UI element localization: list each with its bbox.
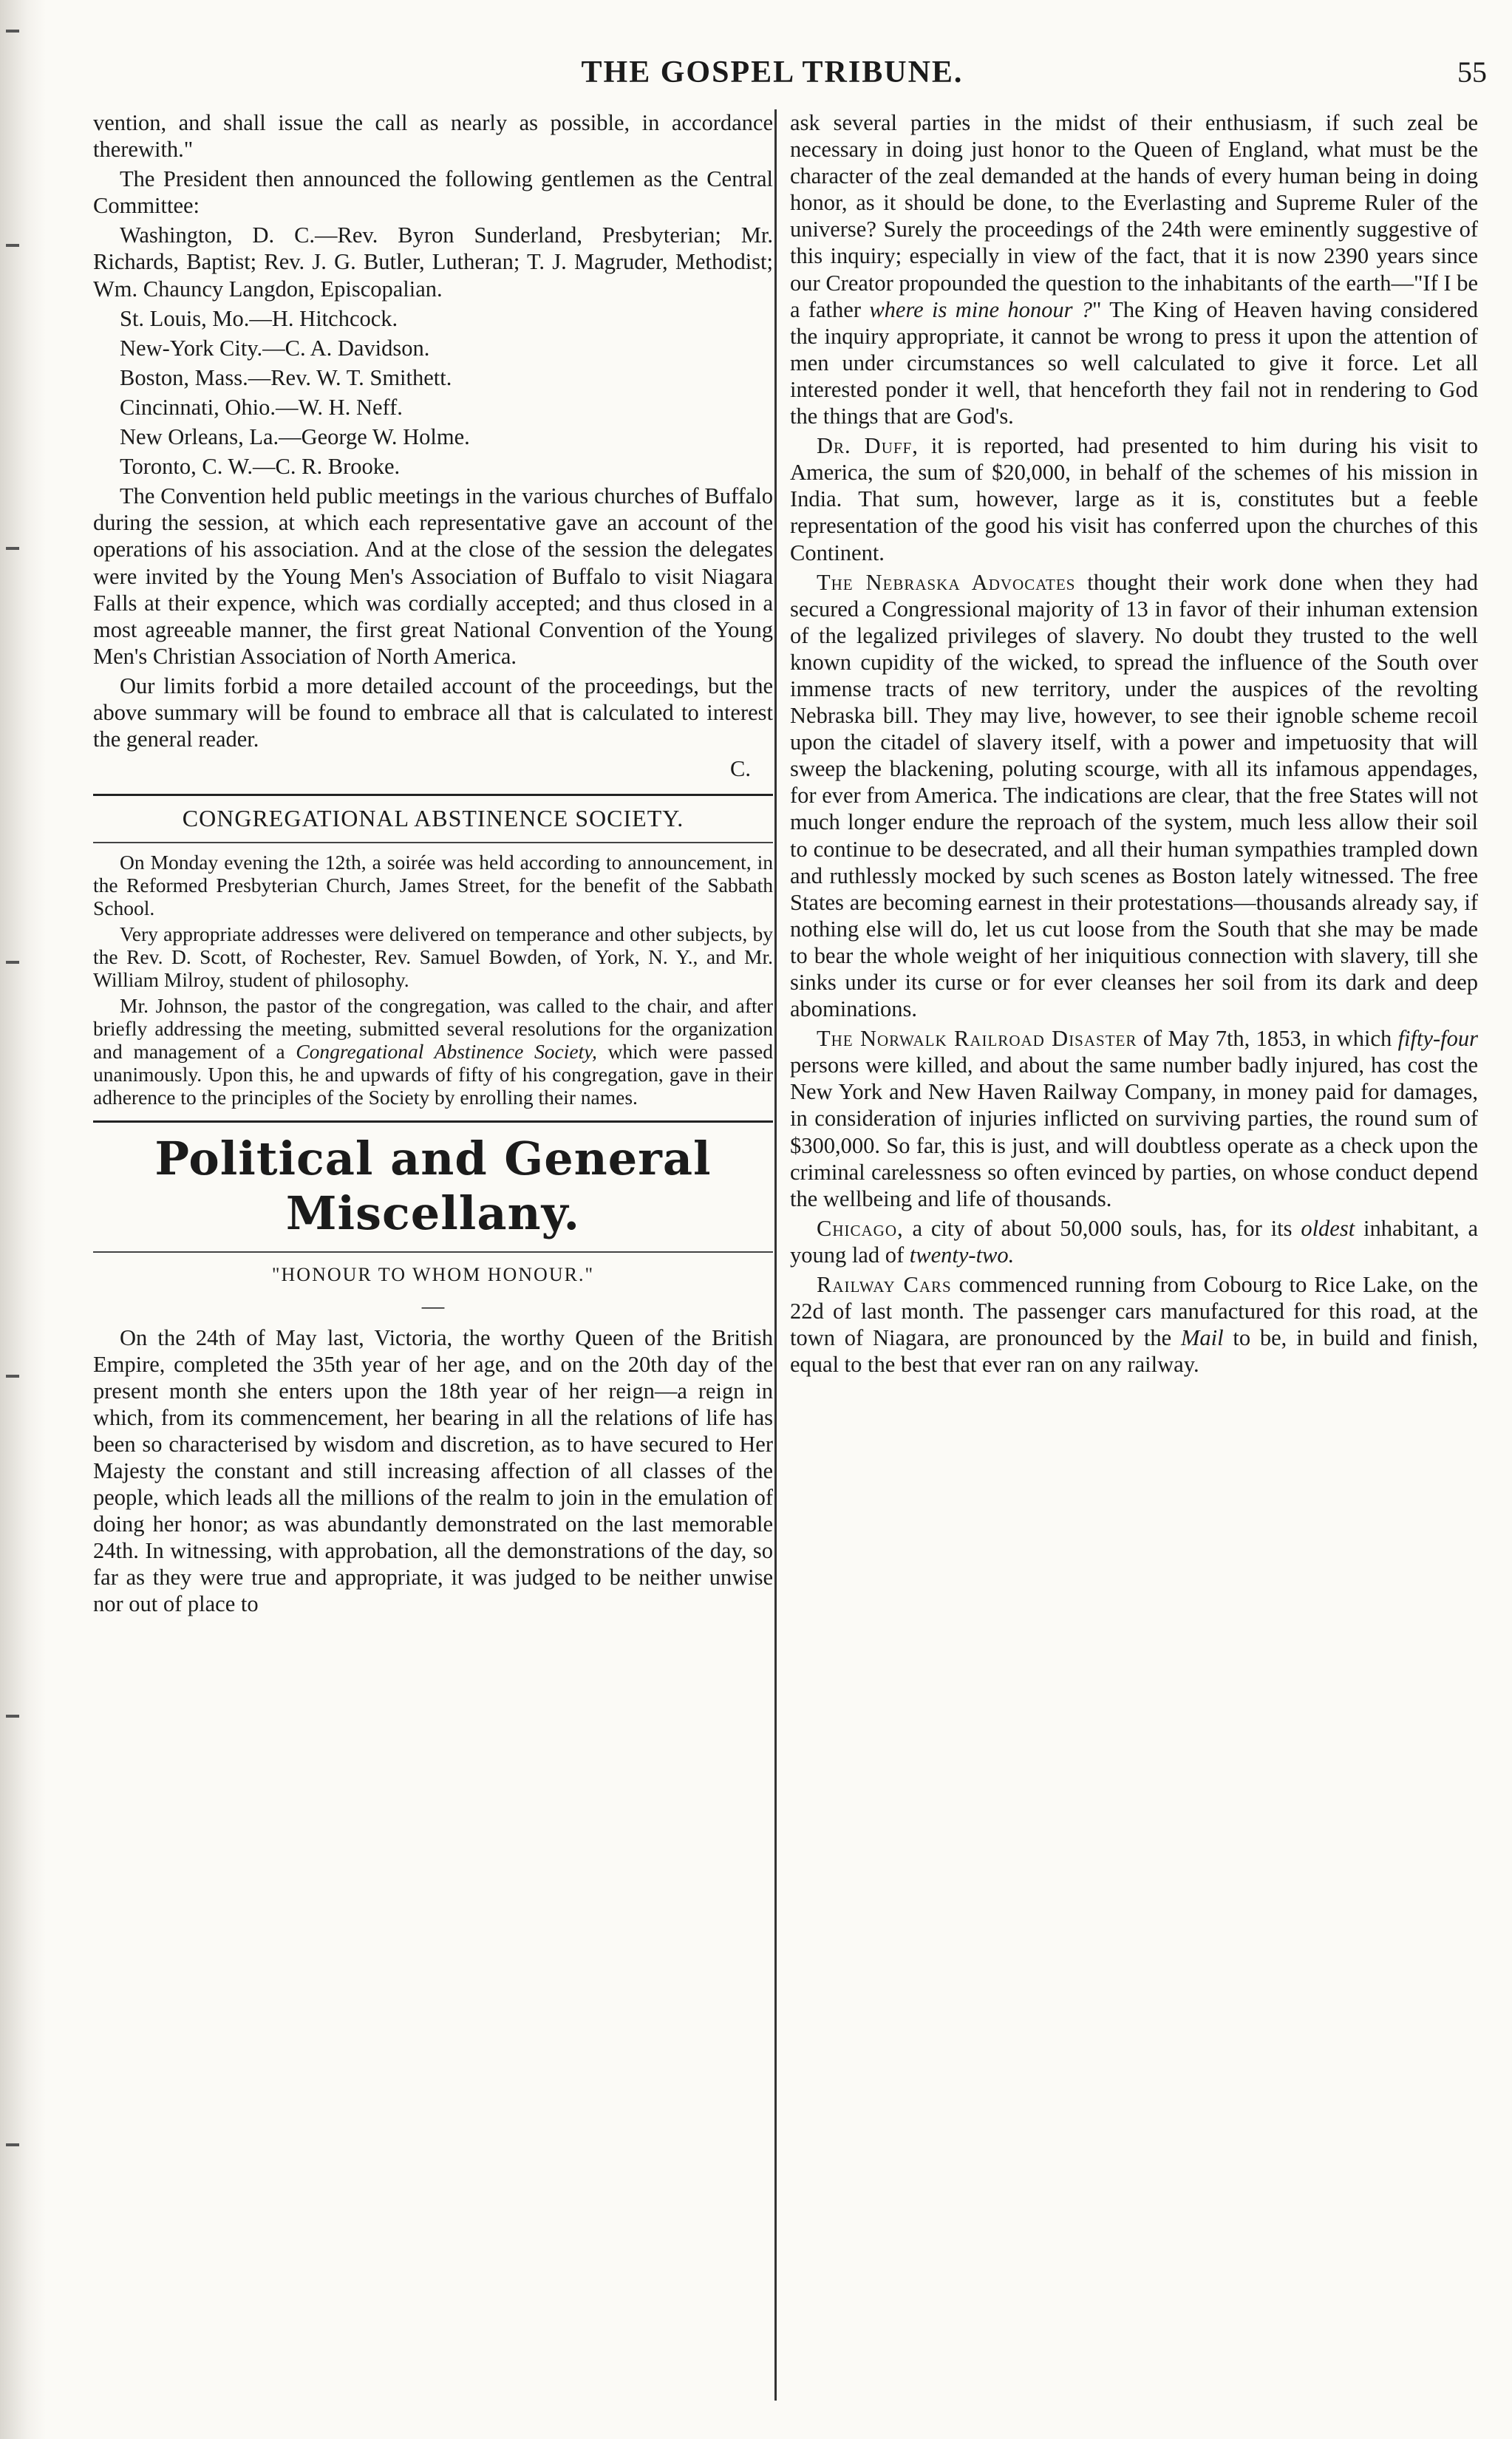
right-column [774, 109, 1478, 2401]
committee-member: Toronto, C. W.—C. R. Brooke. [120, 454, 401, 480]
paragraph: The President then announced the following gentlemen as the Central Committee: [93, 166, 773, 219]
gutter-mark [6, 1375, 19, 1378]
emphasis: Congregational Abstinence Society, [296, 1040, 597, 1064]
paragraph [790, 1025, 1478, 1212]
gutter-mark [6, 1715, 19, 1718]
paragraph [790, 432, 1478, 565]
gutter-mark [6, 2143, 19, 2146]
paragraph [790, 1215, 1478, 1268]
committee-member: New Orleans, La.—George W. Holme. [120, 424, 470, 450]
committee-washington: Washington, D. C.—Rev. Byron Sunderland, Presbyterian; Mr. Richards, Baptist; Rev. J. G. Butler, Lutheran; T. J. Magruder, Methodist; Wm. Chauncy Langdon, Episcopalian. [93, 222, 773, 302]
text-run: it is reported, had presented to him during his visit to America, the sum of $20,000, in behalf of the schemes of his mission in India. That sum, however, large as it is, constitutes but a feeble representation of the good his visit has conferred upon the churches of this Continent. [790, 433, 1478, 565]
committee-member: St. Louis, Mo.—H. Hitchcock. [120, 305, 398, 331]
paragraph [790, 1271, 1478, 1378]
committee-member: New-York City.—C. A. Davidson. [120, 335, 430, 361]
emphasis: where is mine honour ? [869, 296, 1093, 322]
paragraph: Very appropriate addresses were delivered on temperance and other subjects, by the Rev. D. Scott, of Rochester, Rev. Samuel Bowden, of York, N. Y., and Mr. William Milroy, student of philosophy. [93, 922, 773, 992]
paragraph [790, 569, 1478, 1023]
text-run: thought their work done when they had secured a Congressional majority of 13 in favor of their inhuman extension of the legalized privileges of slavery. No doubt they trusted to the well known cupidity of the wicked, to spread the influence of the South over immense tracts of new territory, under the auspices of the revolting Nebraska bill. They may live, however, to see their ignoble scheme recoil upon the citadel of slavery itself, with a power and impetuosity that will sweep the blackening, poluting scourge, with all its infamous appendages, for ever from America. The indications are clear, that the free States will not much longer endure the reproach of the system, much less allow their soil to continue to be desecrated, and all their human sympathies trampled down and ruthlessly mocked by such scenes as Boston lately witnessed. The free States are becoming earnest in their protestations—thousands already say, if nothing else will do, let us cut loose from the South that she may be made to bear the whole weight of her iniquitious connection with slavery, till she sinks under its curse or for ever cleanses her soil from its dark and deep abominations. [790, 569, 1479, 1022]
committee-member: Boston, Mass.—Rev. W. T. Smithett. [120, 364, 452, 390]
paragraph [790, 109, 1478, 429]
emphasis: oldest [1301, 1215, 1355, 1241]
abstinence-article [93, 851, 773, 1109]
gutter-mark [6, 547, 19, 550]
miscellany-heading: Political and General Miscellany. [154, 1132, 712, 1241]
paragraph [93, 994, 773, 1109]
section-divider [93, 794, 773, 796]
article-title: "HONOUR TO WHOM HONOUR." [271, 1264, 595, 1286]
left-column [93, 109, 773, 1621]
page-number: 55 [1457, 55, 1487, 89]
paragraph: The Convention held public meetings in the various churches of Buffalo during the session, at which each representative gave an account of the operations of his association. And at the close of the session the delegates were invited by the Young Men's Association of Buffalo to visit Niagara Falls at their expence, which was cordially accepted; and thus closed in a most agreeable manner, the first great National Convention of the Young Men's Christian Association of North America. [93, 483, 773, 669]
text-run: a city of about 50,000 souls, has, for its [903, 1215, 1301, 1241]
binding-gutter [0, 0, 46, 2439]
lead-in: Railway Cars [817, 1272, 952, 1298]
text-run: " The King of Heaven having considered the inquiry appropriate, it cannot be wrong to press it upon the attention of men under circumstances so well calculated to give it force. Let all interested ponder it well, that henceforth they fail not in rendering to God the things that are God's. [790, 296, 1478, 429]
section-divider [93, 1120, 773, 1123]
text-run: which were passed unanimously. Upon this, he and upwards of fifty of his congregation, gave in their adherence to the principles of the Society by enrolling their names. [93, 1040, 773, 1109]
text-run: inhabitant, a young lad of [790, 1215, 1478, 1268]
page-header [52, 52, 1493, 96]
paragraph: On Monday evening the 12th, a soirée was held according to announcement, in the Reformed Presbyterian Church, James Street, for the benefit of the Sabbath School. [93, 851, 773, 920]
gutter-mark [6, 30, 19, 33]
text-run: to be, in build and finish, equal to the best that ever ran on any railway. [790, 1325, 1478, 1378]
gutter-mark [6, 961, 19, 964]
text-run: commenced running from Cobourg to Rice Lake, on the 22d of last month. The passenger cars manufactured for this road, at the town of Niagara, are pronounced by the [790, 1272, 1478, 1351]
section-divider [93, 1251, 773, 1253]
section-heading: CONGREGATIONAL ABSTINENCE SOCIETY. [182, 805, 684, 832]
emphasis: fifty-four [1397, 1026, 1478, 1052]
page-title: THE GOSPEL TRIBUNE. [581, 55, 964, 89]
text-run: persons were killed, and about the same number badly injured, has cost the New York and New Haven Railway Company, in money paid for damages, in consideration of injuries inflicted on surviving parties, the round sum of $300,000. So far, this is just, and will doubtless operate as a check upon the criminal carelessness so often evinced by parties, on whose conduct depend the wellbeing and life of thousands. [790, 1052, 1478, 1211]
lead-in: Dr. Duff, [817, 433, 919, 459]
text-run: of May 7th, 1853, in which [1137, 1026, 1398, 1052]
lead-in: Chicago, [817, 1215, 904, 1241]
paragraph: Our limits forbid a more detailed account of the proceedings, but the above summary will be found to embrace all that is calculated to interest the general reader. [93, 673, 773, 752]
emphasis: Mail [1181, 1325, 1224, 1351]
text-run: Mr. Johnson, the pastor of the congregation, was called to the chair, and after briefly addressing the meeting, submitted several resolutions for the organization and management of a [93, 994, 773, 1064]
emphasis: twenty-two. [909, 1242, 1015, 1268]
section-divider [93, 842, 773, 843]
committee-member: Cincinnati, Ohio.—W. H. Neff. [120, 394, 403, 420]
separator-dash: — [421, 1293, 445, 1319]
text-run: ask several parties in the midst of their enthusiasm, if such zeal be necessary in doing just honor to the Queen of England, what must be the character of the zeal demanded at the hands of every human being in doing honor, as it should be done, to the Everlasting and Supreme Ruler of the universe? Surely the proceedings of the 24th were eminently suggestive of this inquiry; especially in view of the fact, that it is now 2390 years since our Creator propounded the question to the inhabitants of the earth—"If I be a father [790, 110, 1478, 322]
gutter-mark [6, 244, 19, 247]
paragraph: On the 24th of May last, Victoria, the worthy Queen of the British Empire, completed the 35th year of her age, and on the 20th day of the present month she enters upon the 18th year of her reign—a reign in which, from its commencement, her bearing in all the relations of life has been so characterised by wisdom and discretion, as to have secured to Her Majesty the constant and still increasing affection of all classes of the people, which leads all the millions of the realm to join in the emulation of doing her honor; as was abundantly demonstrated on the last memorable 24th. In witnessing, with approbation, all the demonstrations of the day, so far as they were true and appropriate, it was judged to be neither unwise nor out of place to [93, 1324, 773, 1617]
paragraph: vention, and shall issue the call as nearly as possible, in accordance therewith." [93, 110, 773, 163]
signature: C. [730, 756, 751, 782]
lead-in: The Nebraska Advocates [817, 569, 1076, 595]
lead-in: The Norwalk Railroad Disaster [817, 1026, 1137, 1052]
